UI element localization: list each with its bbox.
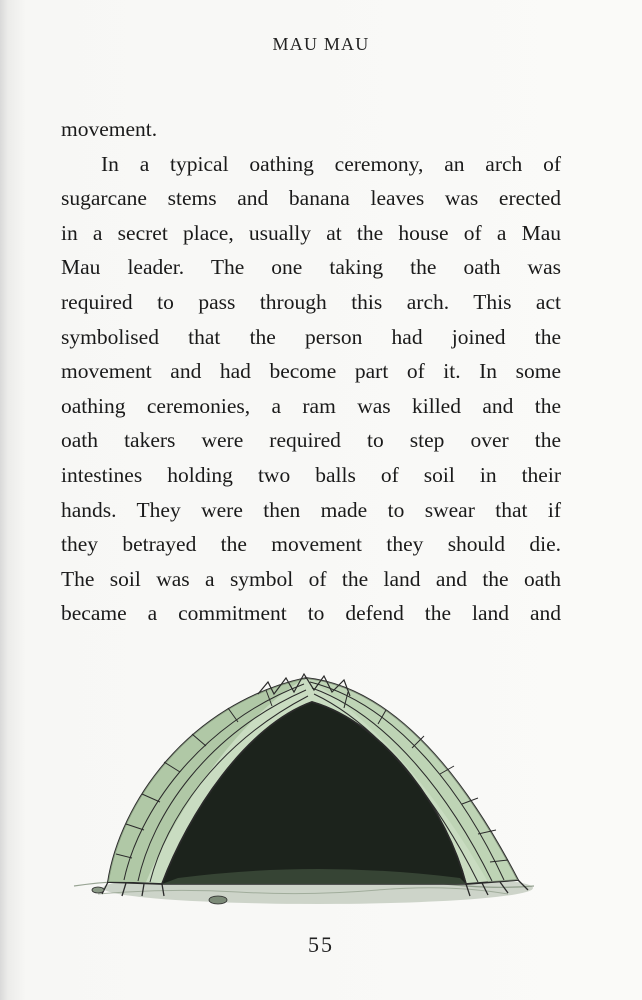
text-line: required to pass through this arch. This act xyxy=(61,289,561,314)
text-line: The soil was a symbol of the land and the oath xyxy=(61,566,561,591)
running-head: MAU MAU xyxy=(272,34,370,54)
text-line: movement and had become part of it. In some xyxy=(61,359,561,384)
stone xyxy=(209,896,227,904)
text-line: oath takers were required to step over the xyxy=(61,428,561,453)
text-line: in a secret place, usually at the house of a Mau xyxy=(61,220,561,245)
body-text xyxy=(61,112,561,631)
stone xyxy=(92,887,104,893)
text-line: intestines holding two balls of soil in their xyxy=(61,462,561,487)
text-line: Mau leader. The one taking the oath was xyxy=(61,255,561,280)
text-line: oathing ceremonies, a ram was killed and the xyxy=(61,393,561,418)
text-line: movement. xyxy=(61,117,158,141)
text-line: symbolised that the person had joined the xyxy=(61,324,561,349)
text-line: hands. They were then made to swear that if xyxy=(61,497,561,522)
oath-arch-illustration xyxy=(68,664,538,912)
text-line: became a commitment to defend the land and xyxy=(61,601,561,626)
text-line: they betrayed the movement they should die. xyxy=(61,532,561,557)
text-line: sugarcane stems and banana leaves was erected xyxy=(61,186,561,211)
text-line: In a typical oathing ceremony, an arch of xyxy=(101,151,561,176)
page-number: 55 xyxy=(308,932,334,957)
